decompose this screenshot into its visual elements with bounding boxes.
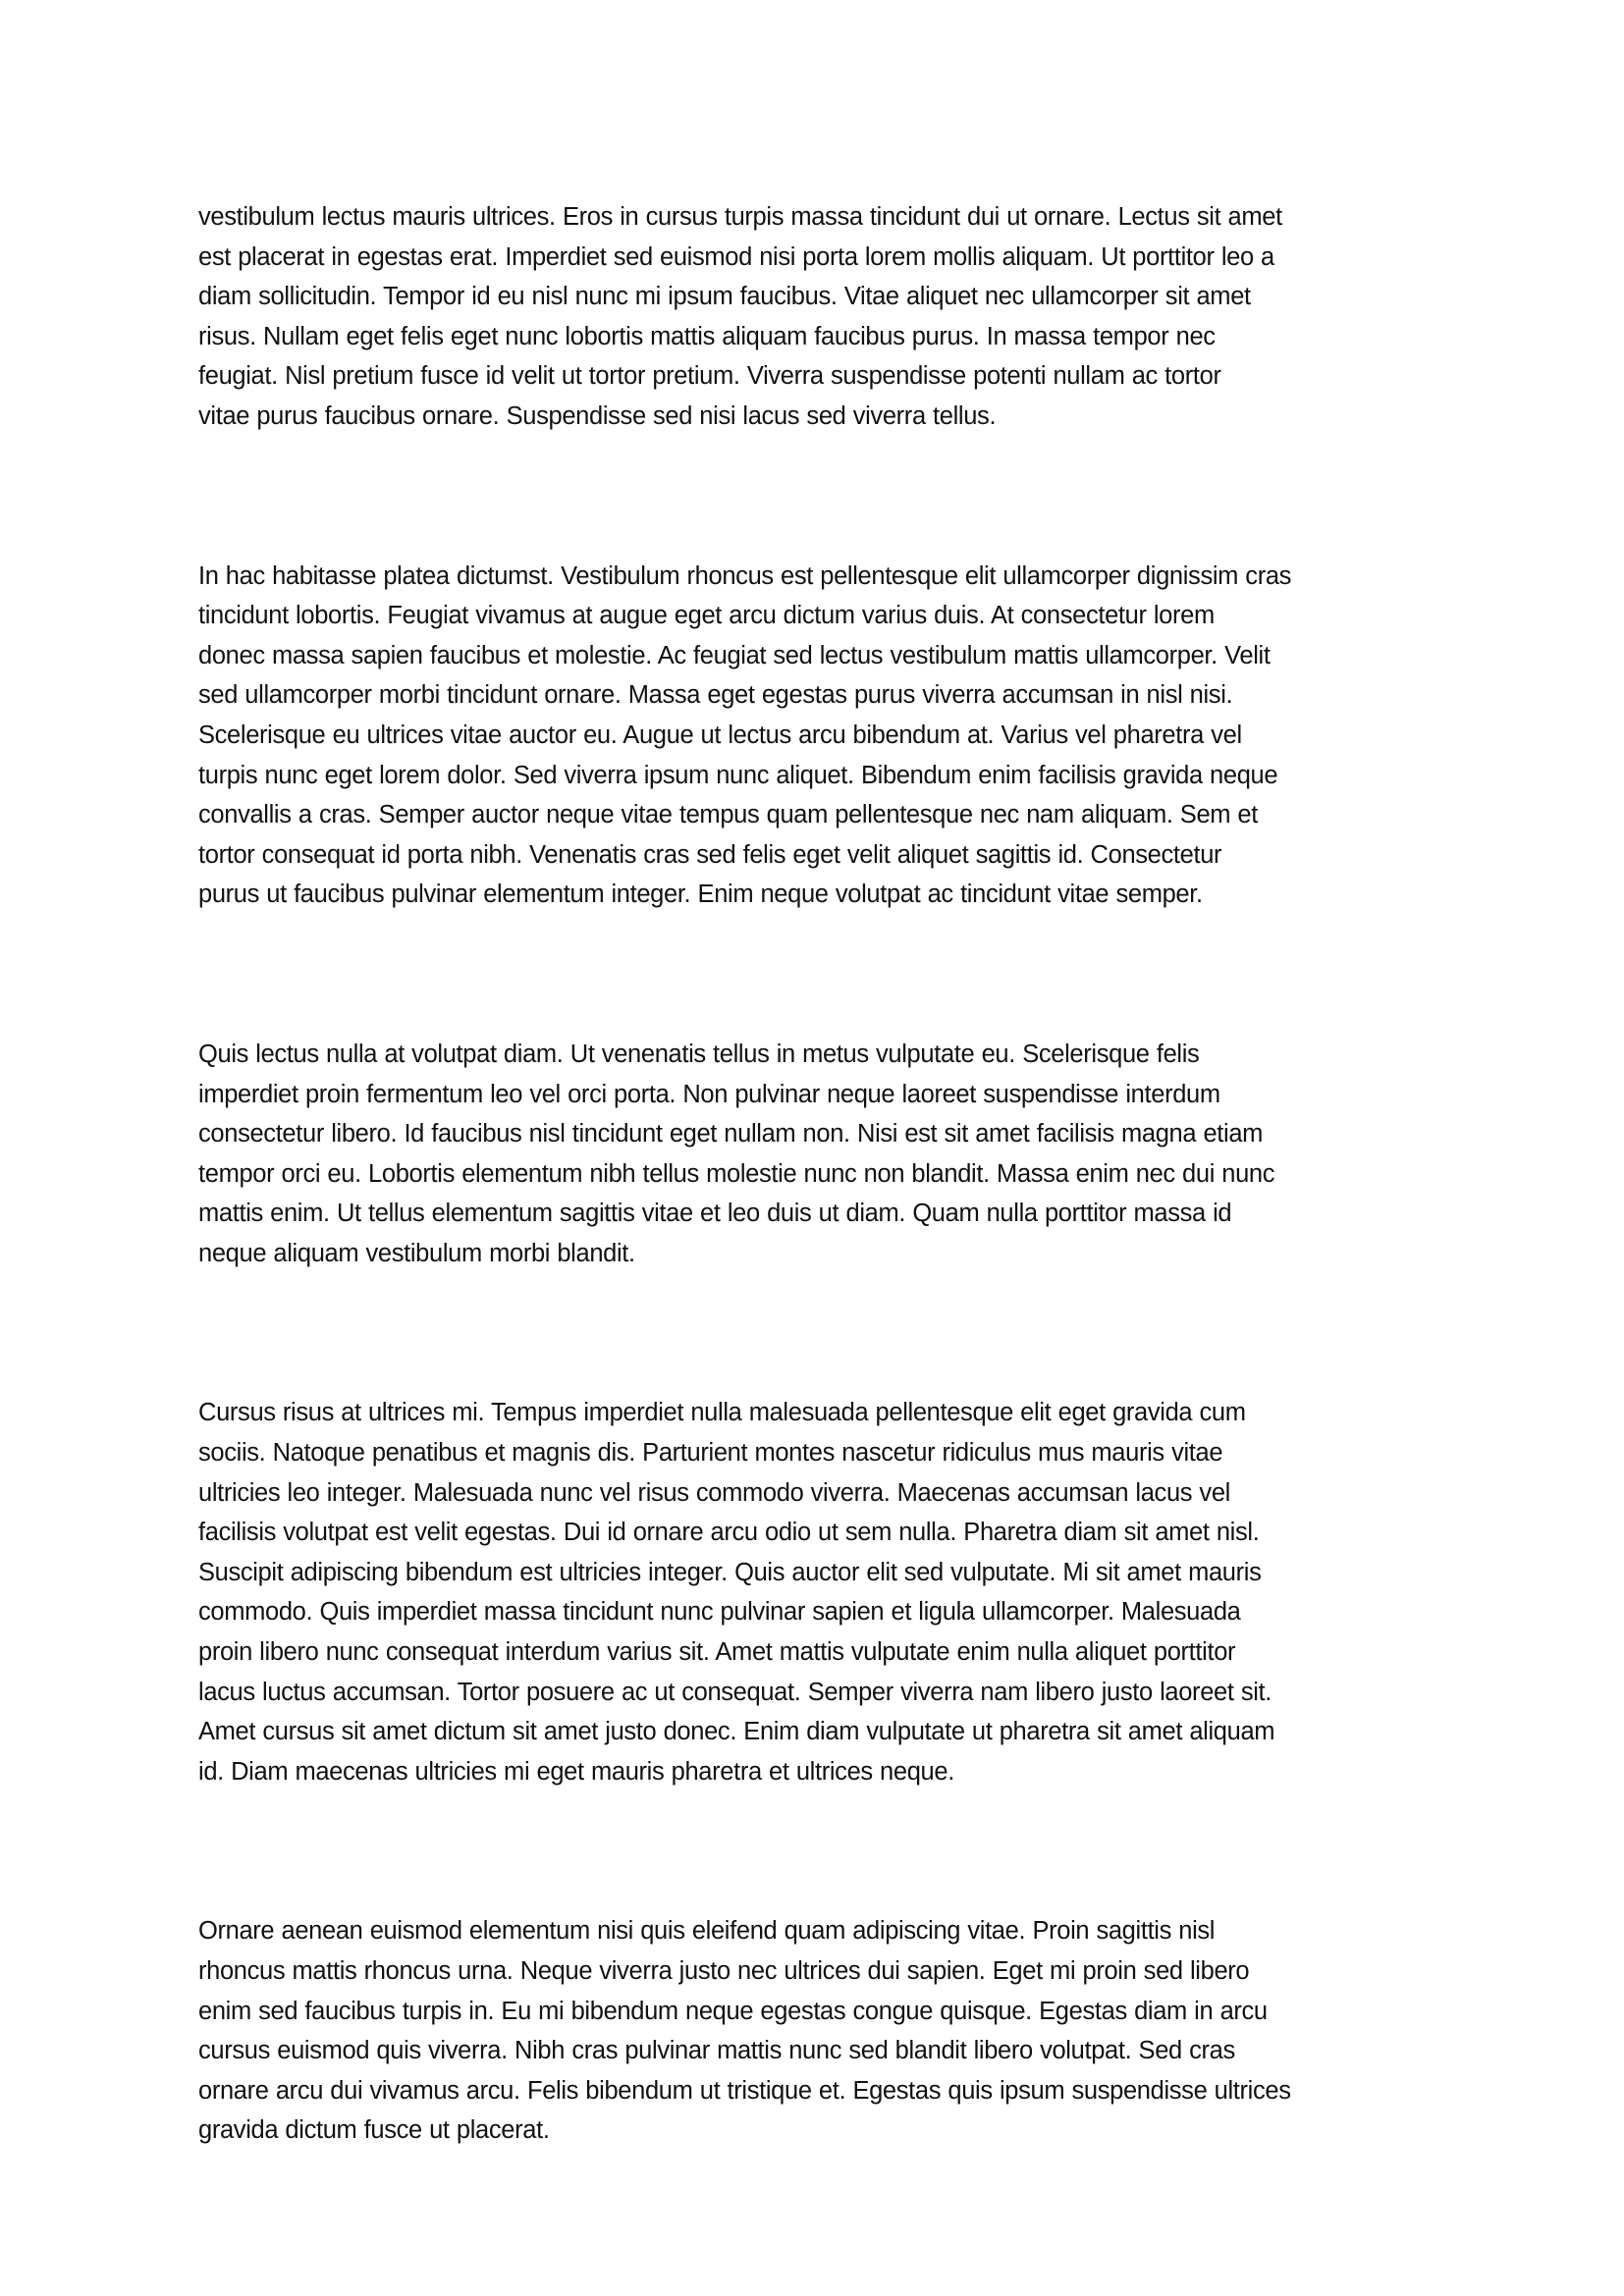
text-line: vitae purus faucibus ornare. Suspendisse sed nisi lacus sed viverra tellus.	[198, 401, 997, 430]
text-line: convallis a cras. Semper auctor neque vitae tempus quam pellentesque nec nam aliquam. Sem et	[198, 801, 1258, 829]
paragraph-4	[198, 1393, 1445, 1791]
text-line: risus. Nullam eget felis eget nunc lobortis mattis aliquam faucibus purus. In massa tempor nec	[198, 322, 1216, 350]
document-page	[198, 197, 1445, 2270]
text-line: est placerat in egestas erat. Imperdiet sed euismod nisi porta lorem mollis aliquam. Ut porttitor leo a	[198, 242, 1274, 271]
text-line: tincidunt lobortis. Feugiat vivamus at augue eget arcu dictum varius duis. At consectetur lorem	[198, 602, 1215, 630]
text-line: Scelerisque eu ultrices vitae auctor eu. Augue ut lectus arcu bibendum at. Varius vel pharetra vel	[198, 721, 1242, 749]
paragraph-3	[198, 1035, 1445, 1274]
text-line: Quis lectus nulla at volutpat diam. Ut venenatis tellus in metus vulputate eu. Scelerisque felis	[198, 1040, 1200, 1068]
text-line: mattis enim. Ut tellus elementum sagittis vitae et leo duis ut diam. Quam nulla porttitor massa id	[198, 1200, 1232, 1228]
text-line: tempor orci eu. Lobortis elementum nibh tellus molestie nunc non blandit. Massa enim nec dui nunc	[198, 1159, 1275, 1188]
text-line: id. Diam maecenas ultricies mi eget mauris pharetra et ultrices neque.	[198, 1757, 954, 1786]
text-line: proin libero nunc consequat interdum varius sit. Amet mattis vulputate enim nulla aliquet porttitor	[198, 1638, 1236, 1667]
text-line: neque aliquam vestibulum morbi blandit.	[198, 1239, 635, 1267]
text-line: Amet cursus sit amet dictum sit amet justo donec. Enim diam vulputate ut pharetra sit amet aliquam	[198, 1718, 1275, 1746]
text-line: tortor consequat id porta nibh. Venenatis cras sed felis eget velit aliquet sagittis id. Consectetur	[198, 840, 1222, 869]
text-line: commodo. Quis imperdiet massa tincidunt nunc pulvinar sapien et ligula ullamcorper. Malesuada	[198, 1598, 1241, 1627]
text-line: ultricies leo integer. Malesuada nunc vel risus commodo viverra. Maecenas accumsan lacus vel	[198, 1478, 1230, 1507]
text-line: Ornare aenean euismod elementum nisi quis eleifend quam adipiscing vitae. Proin sagittis nisl	[198, 1917, 1216, 1946]
text-line: imperdiet proin fermentum leo vel orci porta. Non pulvinar neque laoreet suspendisse interdum	[198, 1080, 1220, 1108]
text-line: cursus euismod quis viverra. Nibh cras pulvinar mattis nunc sed blandit libero volutpat. Sed cras	[198, 2037, 1235, 2065]
text-line: Suscipit adipiscing bibendum est ultricies integer. Quis auctor elit sed vulputate. Mi sit amet mauris	[198, 1558, 1262, 1586]
text-line: consectetur libero. Id faucibus nisl tincidunt eget nullam non. Nisi est sit amet facilisis magna etiam	[198, 1120, 1264, 1148]
text-line: donec massa sapien faucibus et molestie. Ac feugiat sed lectus vestibulum mattis ullamcorper. Velit	[198, 641, 1271, 669]
text-line: Cursus risus at ultrices mi. Tempus imperdiet nulla malesuada pellentesque elit eget gravida cum	[198, 1399, 1246, 1427]
text-line: vestibulum lectus mauris ultrices. Eros in cursus turpis massa tincidunt dui ut ornare. Lectus sit amet	[198, 203, 1282, 231]
paragraph-5	[198, 1911, 1445, 2151]
text-line: lacus luctus accumsan. Tortor posuere ac ut consequat. Semper viverra nam libero justo laoreet sit.	[198, 1678, 1272, 1706]
text-line: In hac habitasse platea dictumst. Vestibulum rhoncus est pellentesque elit ullamcorper dignissim cras	[198, 561, 1292, 590]
text-line: enim sed faucibus turpis in. Eu mi bibendum neque egestas congue quisque. Egestas diam in arcu	[198, 1997, 1268, 2025]
text-line: ornare arcu dui vivamus arcu. Felis bibendum ut tristique et. Egestas quis ipsum suspendisse ultrices	[198, 2076, 1291, 2105]
text-line: gravida dictum fusce ut placerat.	[198, 2116, 550, 2145]
text-line: feugiat. Nisl pretium fusce id velit ut tortor pretium. Viverra suspendisse potenti nullam ac tortor	[198, 362, 1221, 391]
text-line: sociis. Natoque penatibus et magnis dis. Parturient montes nascetur ridiculus mus mauris vitae	[198, 1439, 1223, 1468]
paragraph-2	[198, 557, 1445, 915]
text-line: sed ullamcorper morbi tincidunt ornare. Massa eget egestas purus viverra accumsan in nisl nisi.	[198, 681, 1233, 710]
text-line: turpis nunc eget lorem dolor. Sed viverra ipsum nunc aliquet. Bibendum enim facilisis gravida neque	[198, 761, 1278, 789]
text-line: purus ut faucibus pulvinar elementum integer. Enim neque volutpat ac tincidunt vitae semper.	[198, 881, 1203, 909]
text-line: rhoncus mattis rhoncus urna. Neque viverra justo nec ultrices dui sapien. Eget mi proin sed libero	[198, 1957, 1250, 1985]
text-line: facilisis volutpat est velit egestas. Dui id ornare arcu odio ut sem nulla. Pharetra diam sit amet nisl.	[198, 1519, 1260, 1547]
text-line: diam sollicitudin. Tempor id eu nisl nunc mi ipsum faucibus. Vitae aliquet nec ullamcorper sit amet	[198, 283, 1251, 311]
paragraph-1	[198, 197, 1445, 437]
